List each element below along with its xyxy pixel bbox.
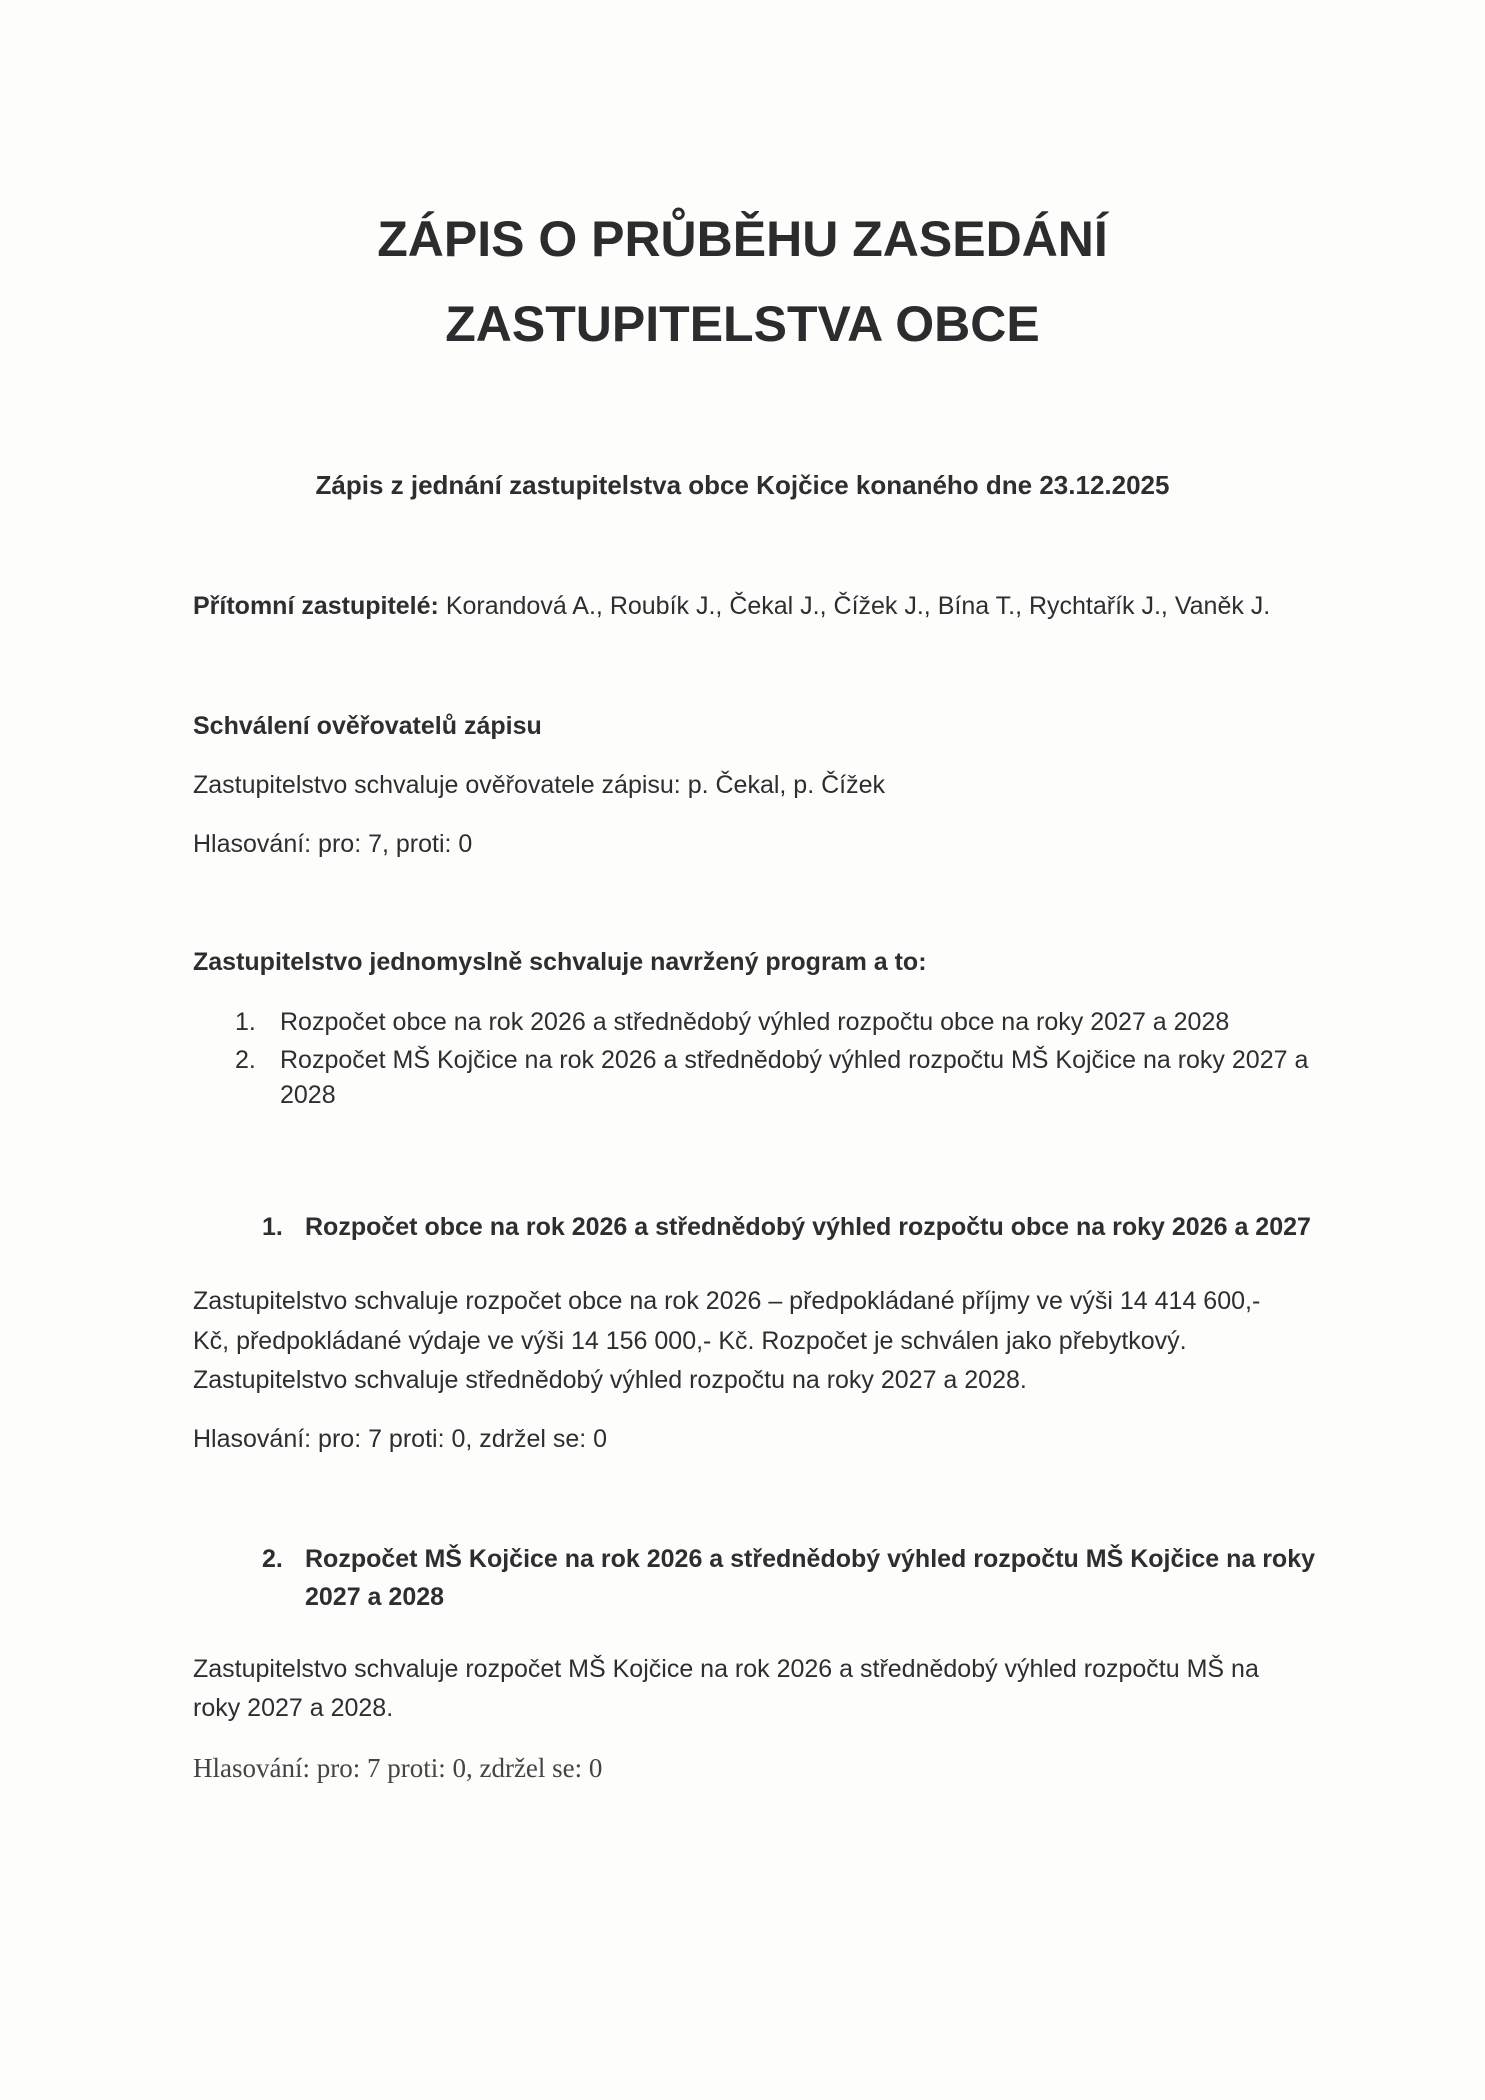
section-1-number: 1. <box>262 1213 283 1241</box>
verifiers-vote: Hlasování: pro: 7, proti: 0 <box>193 830 473 858</box>
section-2-line-1: Zastupitelstvo schvaluje rozpočet MŠ Kojčice na rok 2026 a střednědobý výhled rozpočtu MŠ na <box>193 1655 1259 1683</box>
program-item-2: Rozpočet MŠ Kojčice na rok 2026 a střednědobý výhled rozpočtu MŠ Kojčice na roky 2027 a <box>280 1046 1309 1074</box>
program-heading: Zastupitelstvo jednomyslně schvaluje navržený program a to: <box>193 948 927 976</box>
title-line-2: ZASTUPITELSTVA OBCE <box>445 296 1040 352</box>
section-2-heading-line-1: Rozpočet MŠ Kojčice na rok 2026 a střednědobý výhled rozpočtu MŠ Kojčice na roky <box>305 1545 1315 1573</box>
attendees-label: Přítomní zastupitelé: <box>193 592 439 620</box>
section-2-line-2: roky 2027 a 2028. <box>193 1694 394 1722</box>
section-2-vote: Hlasování: pro: 7 proti: 0, zdržel se: 0 <box>193 1753 603 1783</box>
section-1-line-3: Zastupitelstvo schvaluje střednědobý výhled rozpočtu na roky 2027 a 2028. <box>193 1366 1027 1394</box>
section-1-line-2: Kč, předpokládané výdaje ve výši 14 156 000,- Kč. Rozpočet je schválen jako přebytkový. <box>193 1327 1187 1355</box>
verifiers-text: Zastupitelstvo schvaluje ověřovatele zápisu: p. Čekal, p. Čížek <box>193 771 886 799</box>
subtitle: Zápis z jednání zastupitelstva obce Kojčice konaného dne 23.12.2025 <box>315 470 1170 500</box>
section-1-vote: Hlasování: pro: 7 proti: 0, zdržel se: 0 <box>193 1425 608 1453</box>
attendees-list: Korandová A., Roubík J., Čekal J., Čížek J., Bína T., Rychtařík J., Vaněk J. <box>438 592 1271 620</box>
program-item-1: Rozpočet obce na rok 2026 a střednědobý výhled rozpočtu obce na roky 2027 a 2028 <box>280 1008 1230 1036</box>
attendees-line <box>193 592 1270 621</box>
section-1-heading: Rozpočet obce na rok 2026 a střednědobý výhled rozpočtu obce na roky 2026 a 2027 <box>305 1213 1311 1241</box>
program-item-2-continuation: 2028 <box>280 1081 336 1109</box>
program-item-1-number: 1. <box>235 1008 256 1036</box>
verifiers-heading: Schválení ověřovatelů zápisu <box>193 712 542 740</box>
program-item-2-number: 2. <box>235 1046 256 1074</box>
section-1-line-1: Zastupitelstvo schvaluje rozpočet obce na rok 2026 – předpokládané příjmy ve výši 14 414 600,- <box>193 1287 1261 1315</box>
title-line-1: ZÁPIS O PRŮBĚHU ZASEDÁNÍ <box>377 211 1108 267</box>
section-2-heading-line-2: 2027 a 2028 <box>305 1583 445 1611</box>
section-2-number: 2. <box>262 1545 283 1573</box>
